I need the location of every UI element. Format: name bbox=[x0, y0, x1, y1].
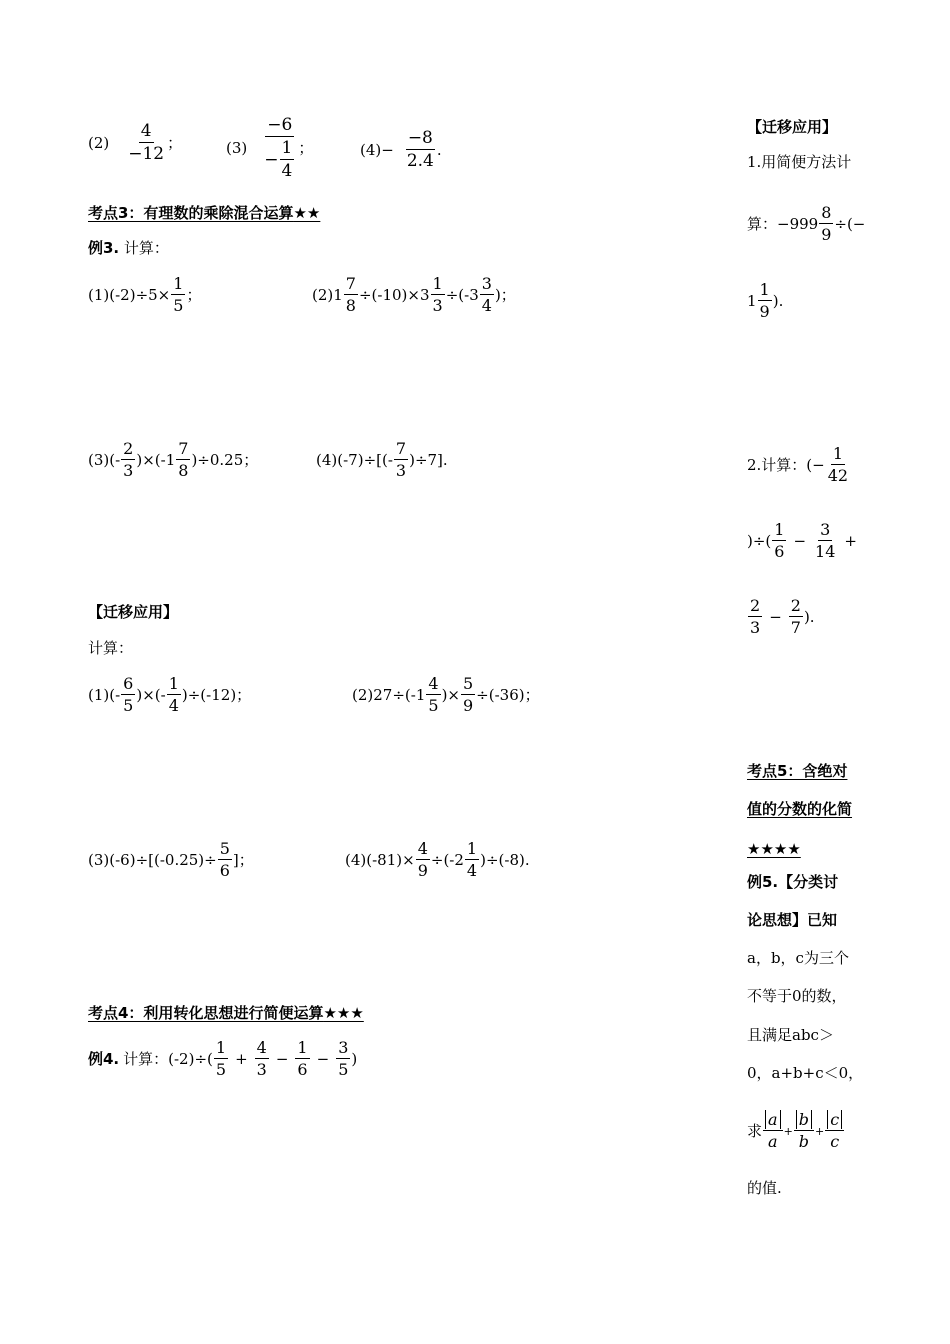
kaodian5-heading-line1: 考点5：含绝对 bbox=[747, 762, 848, 780]
example4-problem: 例4. 计算：(-2)÷( 1 5 + 4 3 − 1 6 − 3 5 ) bbox=[88, 1038, 358, 1079]
fraction: $\frac{7}{8}$ bbox=[345, 274, 356, 315]
example5-line6: 0，a+b+c＜0， bbox=[747, 1064, 864, 1082]
fraction: $\frac{1}{42}$ bbox=[827, 444, 849, 485]
star-icons: ★★★ bbox=[323, 1004, 364, 1022]
abs-fraction-b: $\frac{b}{b}$ bbox=[794, 1112, 814, 1150]
example5-end: 的值. bbox=[747, 1179, 782, 1197]
fraction: 3 14 bbox=[815, 520, 836, 561]
fraction: 1 5 bbox=[215, 1038, 227, 1079]
label: (4)− bbox=[360, 140, 394, 159]
fraction: $\frac{1}{3}$ bbox=[432, 274, 443, 315]
example3-problem-2: (2)1 $\frac{7}{8}$ ÷(-10)×3 $\frac{1}{3}$ ÷(-3 3 4 )； bbox=[312, 274, 516, 315]
example5-line2: 论思想】已知 bbox=[747, 911, 838, 929]
example5-expression: 求 a a + $\frac{b}{b}$ + $\frac{c}{c}$ bbox=[747, 1112, 845, 1150]
fraction: 1 6 bbox=[774, 520, 785, 561]
example5-line4: 不等于0的数， bbox=[747, 987, 847, 1005]
kaodian3-heading: 考点3：有理数的乘除混合运算★★ bbox=[88, 204, 321, 222]
top-problem-3: (3) −6 − $\frac{1}{4}$ ； bbox=[226, 115, 314, 181]
example5-line5: 且满足abc＞ bbox=[747, 1026, 834, 1044]
fraction: $\frac{5}{9}$ bbox=[462, 674, 474, 715]
fraction: $\frac{1}{4}$ bbox=[281, 138, 293, 181]
top-problem-4: (4)− −8 2.4 . bbox=[360, 128, 442, 171]
example5-line3: a，b，c为三个 bbox=[747, 949, 849, 967]
example5-line1: 例5.【分类讨 bbox=[747, 873, 839, 891]
fraction: 7 3 bbox=[395, 439, 407, 480]
fraction: 2 7 bbox=[790, 596, 801, 637]
fraction: $\frac{8}{9}$ bbox=[821, 203, 832, 244]
fraction: 1 6 bbox=[297, 1038, 308, 1079]
right-q2-line3: 2 3 − 2 7 ). bbox=[750, 596, 815, 637]
right-q1-line3: 1 1 9 ). bbox=[747, 280, 784, 321]
star-icons: ★★★★ bbox=[747, 840, 801, 858]
qianyi-heading: 【迁移应用】 bbox=[88, 603, 179, 621]
fraction: 2 3 bbox=[123, 439, 134, 480]
fraction: 6 5 bbox=[123, 674, 134, 715]
star-icons: ★★ bbox=[293, 204, 321, 222]
abs-fraction-a: a a bbox=[763, 1112, 783, 1150]
top-problem-2: (2) 4 −12 ； bbox=[88, 121, 183, 164]
right-q2-line2: )÷( 1 6 − 3 14 + bbox=[747, 520, 857, 561]
label: (2) bbox=[88, 133, 110, 152]
fraction: 4 5 bbox=[428, 674, 439, 715]
example3-intro: 例3. 计算： bbox=[88, 239, 169, 257]
fraction: 7 8 bbox=[178, 439, 189, 480]
qianyi-problem-1: (1)(- 6 5 )×(- 1 4 )÷(-12)； bbox=[88, 674, 252, 715]
fraction: 2 3 bbox=[750, 596, 761, 637]
fraction: 3 4 bbox=[481, 274, 492, 315]
right-q1-line2: 算：−999 $\frac{8}{9}$ ÷(− bbox=[747, 203, 866, 244]
fraction: 1 4 bbox=[168, 674, 179, 715]
right-q1-line1: 1.用简便方法计 bbox=[747, 153, 852, 171]
fraction: $\frac{1}{5}$ bbox=[173, 274, 184, 315]
abs-fraction-c: $\frac{c}{c}$ bbox=[825, 1112, 844, 1150]
complex-fraction: −6 − $\frac{1}{4}$ bbox=[264, 115, 293, 181]
fraction: $\frac{4}{9}$ bbox=[417, 839, 428, 880]
fraction: 1 4 bbox=[466, 839, 478, 880]
example3-problem-3: (3)(- 2 3 )×(-1 7 8 )÷0.25； bbox=[88, 439, 259, 480]
right-qianyi-heading: 【迁移应用】 bbox=[747, 118, 838, 136]
fraction: −8 2.4 bbox=[406, 128, 434, 171]
fraction: 4 3 bbox=[256, 1038, 267, 1079]
fraction: 1 9 bbox=[759, 280, 770, 321]
fraction: 4 −12 bbox=[128, 121, 165, 164]
qianyi-problem-4: (4)(-81)× $\frac{4}{9}$ ÷(-2 1 4 )÷(-8). bbox=[345, 839, 530, 880]
label: (3) bbox=[226, 139, 248, 157]
kaodian4-heading: 考点4：利用转化思想进行简便运算★★★ bbox=[88, 1004, 364, 1022]
fraction: 3 5 bbox=[338, 1038, 349, 1079]
right-q2-line1: 2.计算：(− $\frac{1}{42}$ bbox=[747, 444, 849, 485]
qianyi-problem-3: (3)(-6)÷[(-0.25)÷ $\frac{5}{6}$ ]； bbox=[88, 839, 254, 880]
example3-problem-1: (1)(-2)÷5× $\frac{1}{5}$ ； bbox=[88, 274, 202, 315]
kaodian5-heading-line2: 值的分数的化简 bbox=[747, 800, 853, 818]
qianyi-problem-2: (2)27÷(-1 4 5 )× $\frac{5}{9}$ ÷(-36)； bbox=[352, 674, 540, 715]
example3-problem-4: (4)(-7)÷[(- 7 3 )÷7]. bbox=[316, 439, 448, 480]
qianyi-instruction: 计算： bbox=[88, 639, 134, 657]
fraction: $\frac{5}{6}$ bbox=[219, 839, 230, 880]
